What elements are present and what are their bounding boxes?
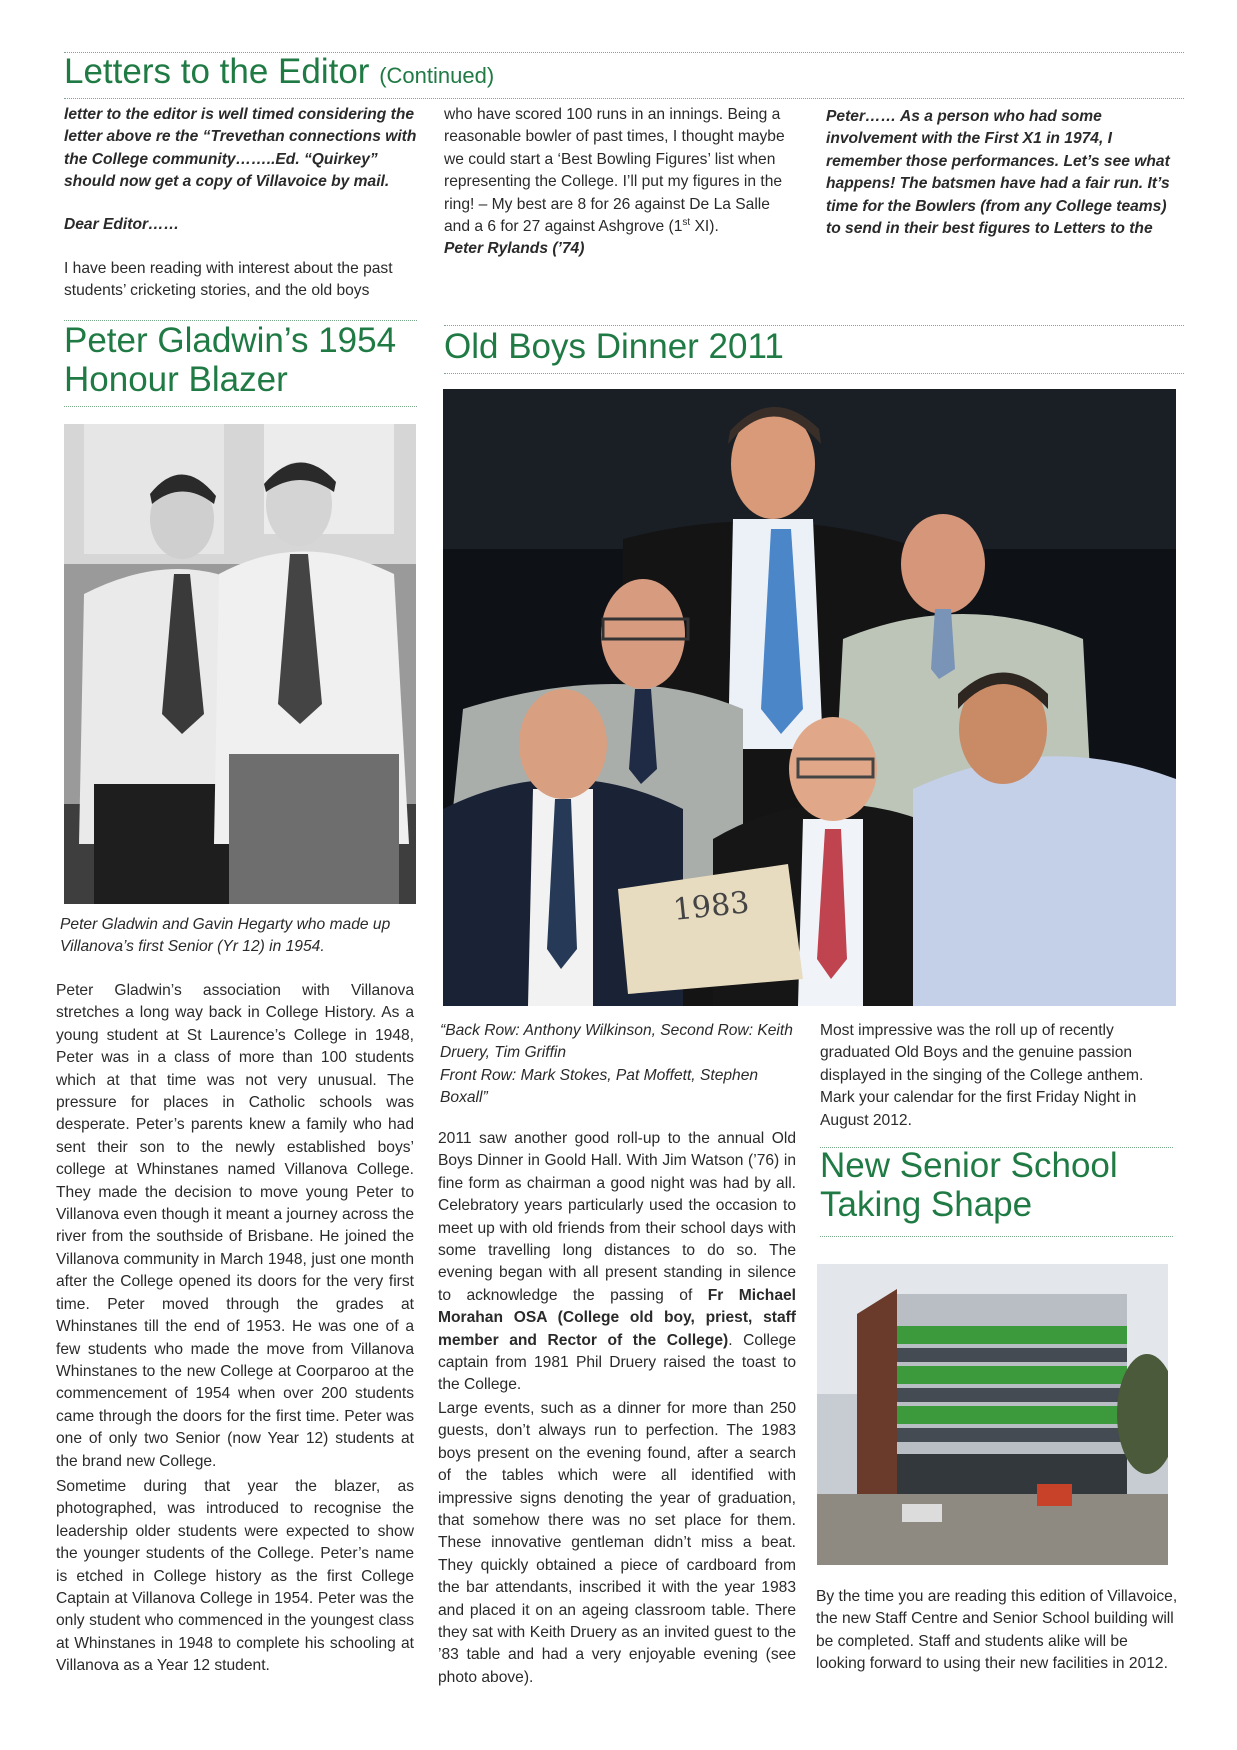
senior-school-photo-image: [817, 1264, 1168, 1565]
senior-school-photo: [817, 1264, 1168, 1565]
dinner-photo-image: [443, 389, 1176, 1006]
dinner-para1-bold: Fr Michael Morahan OSA (College old boy, priest, staff member and Rector of the College): [438, 1286, 796, 1349]
letters-col2-signature: Peter Rylands (’74): [444, 240, 585, 257]
senior-title-line2: Taking Shape: [820, 1185, 1033, 1225]
letters-title-text: Letters to the Editor: [64, 52, 370, 91]
dinner-rule-bottom: [444, 373, 1184, 374]
senior-rule-bottom: [820, 1236, 1173, 1237]
blazer-title-line2: Honour Blazer: [64, 360, 288, 400]
blazer-para2: Sometime during that year the blazer, as photographed, was introduced to recognise the leadership older students were expected to show the younger students of the College. Peter’s name is etched in College history as the first College Captain at Villanova College in 1954. Peter was the only student who commenced in the youngest class at Whinstanes in 1948 to complete his schooling at Villanova as a Year 12 student.: [56, 1478, 414, 1675]
senior-title: [820, 1146, 1118, 1224]
dinner-para1-b: . College captain from 1981 Phil Druery raised the toast to the College.: [438, 1331, 796, 1394]
dinner-para1: [438, 1128, 796, 1397]
blazer-caption: Peter Gladwin and Gavin Hegarty who made up Villanova’s first Senior (Yr 12) in 1954.: [60, 916, 391, 956]
letters-rule: [64, 98, 1184, 99]
blazer-para1: Peter Gladwin’s association with Villanova stretches a long way back in College History. As a young student at St Laurence’s College in 1948, Peter was in a class of more than 100 students which at that time was not very unusual. The pressure for places in Catholic schools was desperate. Peter’s parents knew a family who had sent their son to the newly established boys’ college at Whinstanes named Villanova College. They made the decision to move young Peter to Villanova even though it meant a journey across the river from the southside of Brisbane. He joined the Villanova community in March 1948, just one month after the College opened its doors for the very first time. Peter moved through the grades at Whinstanes till the end of 1953. He was one of a few students who made the move from Villanova Whinstanes to the new College at Coorparoo at the commencement of 1954 when over 200 students came through the doors for the first time. Peter was one of only two Senior (now Year 12) students at the brand new College.: [56, 982, 414, 1470]
letters-title-suffix: (Continued): [379, 63, 495, 88]
dinner-right-para: Most impressive was the roll up of recently graduated Old Boys and the genuine passion displayed in the singing of the College anthem. Mark your calendar for the first Friday Night in August 2012.: [820, 1022, 1144, 1129]
senior-school-para: By the time you are reading this edition of Villavoice, the new Staff Centre and Senior School building will be completed. Staff and students alike will be looking forward to using their new facilities in 2012.: [816, 1588, 1178, 1673]
dinner-caption: “Back Row: Anthony Wilkinson, Second Row: Keith Druery, Tim Griffin Front Row: Mark Stokes, Pat Moffett, Stephen Boxall”: [440, 1022, 793, 1107]
dinner-card-text: 1983: [671, 885, 751, 928]
letters-col2-body: [444, 104, 799, 238]
blazer-title: [64, 321, 396, 399]
dinner-para1-a: 2011 saw another good roll-up to the annual Old Boys Dinner in Goold Hall. With Jim Watson (’76) in fine form as chairman a good night was had by all. Celebratory years particularly used the occasion to meet up with old friends from their school days with some travelling long distances to do so. The evening began with all present standing in silence to acknowledge the passing of: [438, 1130, 796, 1304]
letters-col1-salutation: Dear Editor……: [64, 216, 180, 233]
blazer-title-line1: Peter Gladwin’s 1954: [64, 321, 397, 360]
letters-col1-intro: letter to the editor is well timed considering the letter above re the “Trevethan connections with the College community……..Ed. “Quirkey” should now get a copy of Villavoice by mail.: [64, 106, 417, 191]
senior-title-line1: New Senior School: [820, 1146, 1118, 1185]
dinner-title: Old Boys Dinner 2011: [444, 327, 784, 366]
letters-col2-body-b: XI).: [690, 218, 719, 236]
blazer-photo-image: [64, 424, 416, 904]
blazer-rule-bottom: [64, 406, 417, 407]
dinner-photo: [443, 389, 1176, 1006]
letters-title: [64, 52, 494, 91]
blazer-photo: [64, 424, 416, 904]
letters-col2-body-a: who have scored 100 runs in an innings. Being a reasonable bowler of past times, I thought maybe we could start a ‘Best Bowling Figures’ list when representing the College. I’ll put my figures in the ring! – My best are 8 for 26 against De La Salle and a 6 for 27 against Ashgrove (1: [444, 106, 785, 236]
dinner-rule-top: [444, 325, 1184, 326]
letters-col1-body: I have been reading with interest about the past students’ cricketing stories, and the old boys: [64, 260, 393, 300]
letters-col3-reply: Peter…… As a person who had some involvement with the First X1 in 1974, I remember those performances. Let’s see what happens! The batsmen have had a fair run. It’s time for the Bowlers (from any College teams) to send in their best figures to Letters to the: [826, 108, 1170, 238]
dinner-para2: Large events, such as a dinner for more than 250 guests, don’t always run to perfection. The 1983 boys present on the evening found, after a search of the tables which were all identified with impressive signs denoting the year of graduation, that somehow there was no set place for them. These innovative gentleman didn’t miss a beat. They quickly obtained a piece of cardboard from the bar attendants, inscribed it with the year 1983 and placed it on an ageing classroom table. There they sat with Keith Druery as an invited guest to the ’83 table and had a very enjoyable evening (see photo above).: [438, 1400, 796, 1686]
letters-col2-sup: st: [682, 216, 691, 228]
